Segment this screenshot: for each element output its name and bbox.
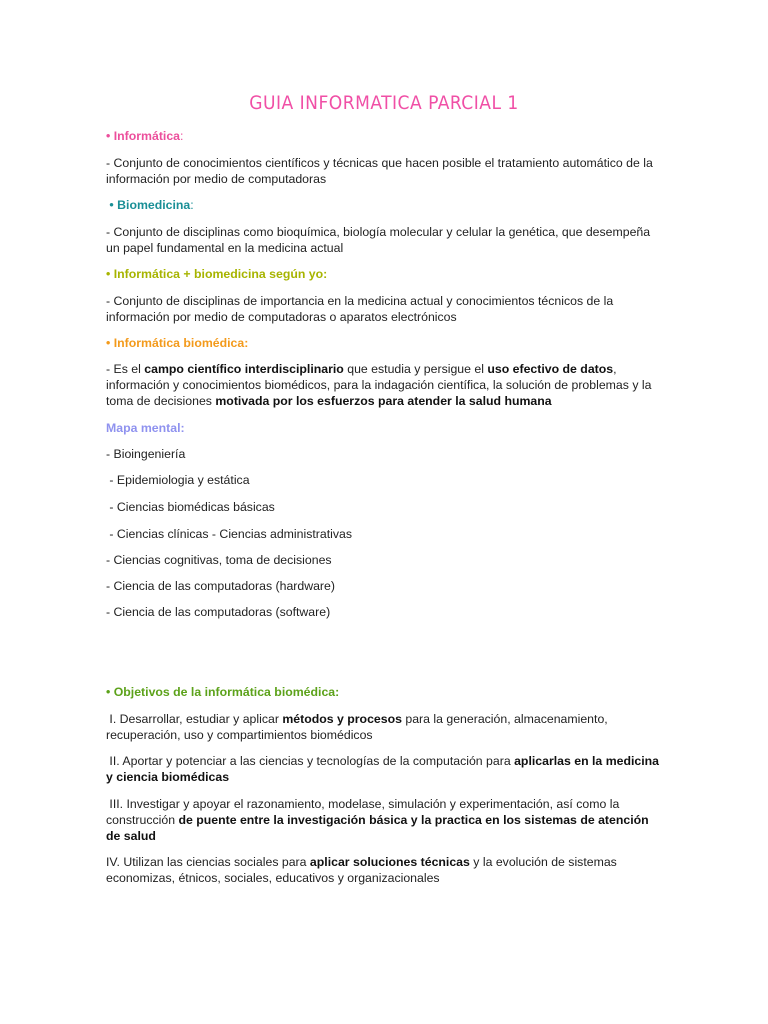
text-segment: I. Desarrollar, estudiar y aplicar bbox=[106, 712, 283, 726]
heading-objetivos: • Objetivos de la informática biomédica: bbox=[106, 685, 340, 699]
document-title: GUIA INFORMATICA PARCIAL 1 bbox=[249, 92, 519, 114]
mapa-item: - Ciencia de las computadoras (software) bbox=[106, 605, 331, 619]
text-segment: que estudia y persigue el bbox=[343, 362, 488, 376]
objetivo-1 bbox=[106, 711, 666, 743]
heading-biomedicina-colon: : bbox=[190, 198, 194, 212]
mapa-item: - Bioingeniería bbox=[106, 447, 186, 461]
heading-informatica-colon: : bbox=[180, 129, 184, 143]
objetivo-3 bbox=[106, 796, 666, 844]
objetivo-4 bbox=[106, 854, 666, 886]
heading-segun-yo: • Informática + biomedicina según yo: bbox=[106, 267, 328, 281]
heading-informatica-biomedica: • Informática biomédica: bbox=[106, 336, 249, 350]
text-segment: , información y conocimientos biomédicos, para la indagación científica, la solución de problemas y la toma de decisiones bbox=[106, 362, 652, 408]
mapa-item: - Ciencia de las computadoras (hardware) bbox=[106, 579, 335, 593]
bold-segment: uso efectivo de datos bbox=[487, 362, 614, 376]
text-segment: y la evolución de sistemas economizas, étnicos, sociales, educativos y organizacionales bbox=[106, 855, 617, 885]
text-segment: III. Investigar y apoyar el razonamiento, modelase, simulación y experimentación, así como la construcción bbox=[106, 797, 623, 827]
heading-biomedicina bbox=[106, 197, 666, 213]
text-segment: - Es el bbox=[106, 362, 145, 376]
heading-informatica-text: • Informática bbox=[106, 129, 181, 143]
mapa-item: - Ciencias biomédicas básicas bbox=[106, 500, 275, 514]
bold-segment: motivada por los esfuerzos para atender la salud humana bbox=[215, 394, 552, 408]
bold-segment: de puente entre la investigación básica y la practica en los sistemas de atención de salud bbox=[106, 813, 653, 843]
text-informatica: - Conjunto de conocimientos científicos y técnicas que hacen posible el tratamiento automático de la información por medio de computadoras bbox=[106, 156, 653, 186]
text-biomedicina: - Conjunto de disciplinas como bioquímica, biología molecular y celular la genética, que desempeña un papel fundamental en la medicina actual bbox=[106, 225, 651, 255]
text-segment: para la generación, almacenamiento, recuperación, uso y compartimientos biomédicos bbox=[106, 712, 612, 742]
text-informatica-biomedica bbox=[106, 361, 666, 409]
mapa-item: - Ciencias clínicas - Ciencias administrativas bbox=[106, 527, 353, 541]
bold-segment: aplicarlas en la medicina y ciencia biomédicas bbox=[106, 754, 663, 784]
heading-informatica bbox=[106, 128, 666, 144]
bold-segment: campo científico interdisciplinario bbox=[144, 362, 344, 376]
text-segment: II. Aportar y potenciar a las ciencias y tecnologías de la computación para bbox=[106, 754, 515, 768]
heading-mapa-mental: Mapa mental: bbox=[106, 421, 185, 435]
mapa-item: - Ciencias cognitivas, toma de decisiones bbox=[106, 553, 332, 567]
text-segment: IV. Utilizan las ciencias sociales para bbox=[106, 855, 310, 869]
text-segun-yo: - Conjunto de disciplinas de importancia en la medicina actual y conocimientos técnicos de la información por medio de computadoras o aparatos electrónicos bbox=[106, 294, 614, 324]
bold-segment: métodos y procesos bbox=[282, 712, 402, 726]
mapa-item: - Epidemiologia y estática bbox=[106, 473, 250, 487]
bold-segment: aplicar soluciones técnicas bbox=[309, 855, 470, 869]
objetivo-2 bbox=[106, 753, 666, 785]
heading-biomedicina-text: • Biomedicina bbox=[109, 198, 191, 212]
